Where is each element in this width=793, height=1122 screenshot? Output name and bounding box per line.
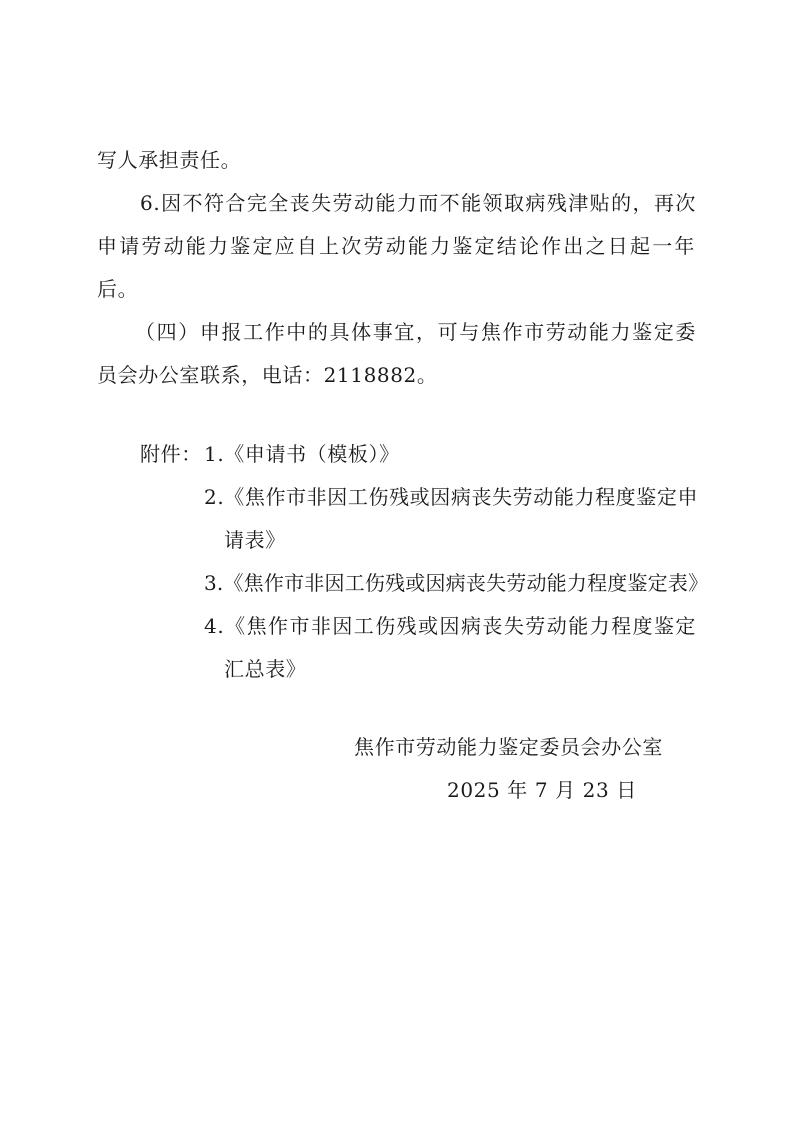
paragraph-6-line-1: 6.因不符合完全丧失劳动能力而不能领取病残津贴的，再次: [140, 191, 696, 215]
attachment-item-2-line-2: 请表》: [224, 528, 286, 552]
attachment-item-4-line-1: 4.《焦作市非因工伤残或因病丧失劳动能力程度鉴定: [204, 614, 696, 638]
attachment-item-3: 3.《焦作市非因工伤残或因病丧失劳动能力程度鉴定表》: [204, 571, 709, 595]
paragraph-6-line-2: 申请劳动能力鉴定应自上次劳动能力鉴定结论作出之日起一年: [97, 234, 695, 258]
paragraph-6-line-3: 后。: [97, 277, 139, 301]
attachment-item-1: 1.《申请书（模板）》: [204, 442, 400, 466]
attachment-item-4-line-2: 汇总表》: [224, 657, 307, 681]
signature-organization: 焦作市劳动能力鉴定委员会办公室: [354, 735, 663, 759]
paragraph-4-line-1: （四）申报工作中的具体事宜，可与焦作市劳动能力鉴定委: [135, 320, 696, 344]
body-line-1: 写人承担责任。: [97, 148, 242, 172]
signature-date: 2025 年 7 月 23 日: [447, 778, 637, 802]
attachment-item-2-line-1: 2.《焦作市非因工伤残或因病丧失劳动能力程度鉴定申: [204, 485, 699, 509]
attachments-label: 附件：: [140, 442, 202, 466]
paragraph-4-line-2: 员会办公室联系，电话：2118882。: [97, 363, 438, 387]
